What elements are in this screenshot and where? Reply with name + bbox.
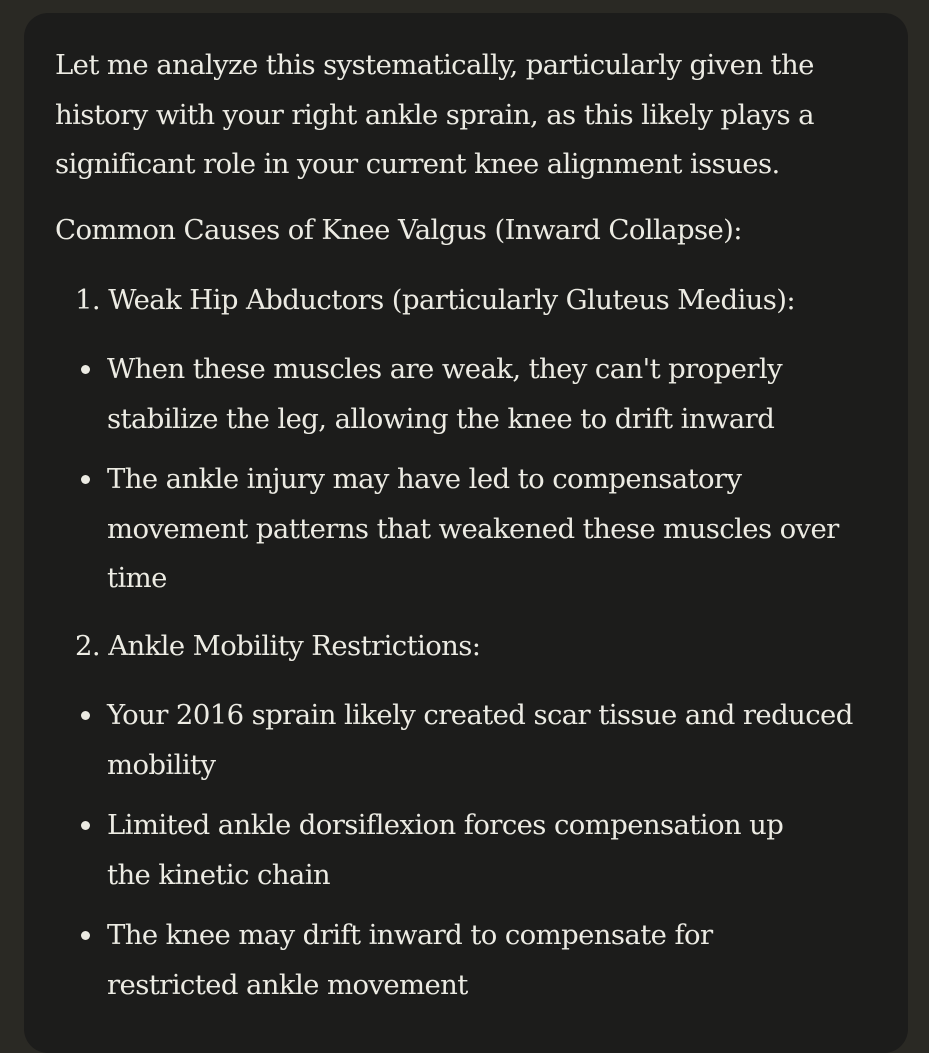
bullet-text: Limited ankle dorsiflexion forces compensation up the kinetic chain bbox=[107, 809, 784, 891]
causes-heading: Common Causes of Knee Valgus (Inward Collapse): bbox=[55, 214, 742, 246]
item-number: 2. bbox=[75, 630, 101, 662]
bullet-icon bbox=[81, 821, 90, 830]
intro-line: significant role in your current knee alignment issues. bbox=[55, 148, 780, 180]
numbered-item-2 bbox=[75, 622, 480, 672]
bullet-item bbox=[75, 911, 713, 1010]
bullet-item bbox=[75, 455, 839, 604]
bullet-text: When these muscles are weak, they can't properly stabilize the leg, allowing the knee to drift inward bbox=[107, 353, 783, 435]
bullet-icon bbox=[81, 365, 90, 374]
bullet-text: The ankle injury may have led to compensatory movement patterns that weakened these muscles over time bbox=[107, 463, 839, 594]
bullet-item bbox=[75, 345, 782, 444]
bullet-text: Your 2016 sprain likely created scar tissue and reduced mobility bbox=[107, 699, 853, 781]
bullet-item bbox=[75, 691, 853, 790]
intro-line: Let me analyze this systematically, particularly given the bbox=[55, 49, 814, 81]
assistant-message-card bbox=[24, 13, 908, 1053]
item-title: Weak Hip Abductors (particularly Gluteus Medius): bbox=[108, 284, 796, 316]
numbered-item-1 bbox=[75, 276, 795, 326]
bullet-item bbox=[75, 801, 783, 900]
intro-line: history with your right ankle sprain, as this likely plays a bbox=[55, 98, 814, 131]
bullet-icon bbox=[81, 931, 90, 940]
bullet-icon bbox=[81, 475, 90, 484]
item-number: 1. bbox=[75, 284, 101, 316]
item-title: Ankle Mobility Restrictions: bbox=[108, 630, 481, 662]
intro-paragraph bbox=[55, 41, 814, 190]
bullet-icon bbox=[81, 711, 90, 720]
bullet-text: The knee may drift inward to compensate for restricted ankle movement bbox=[107, 919, 713, 1001]
